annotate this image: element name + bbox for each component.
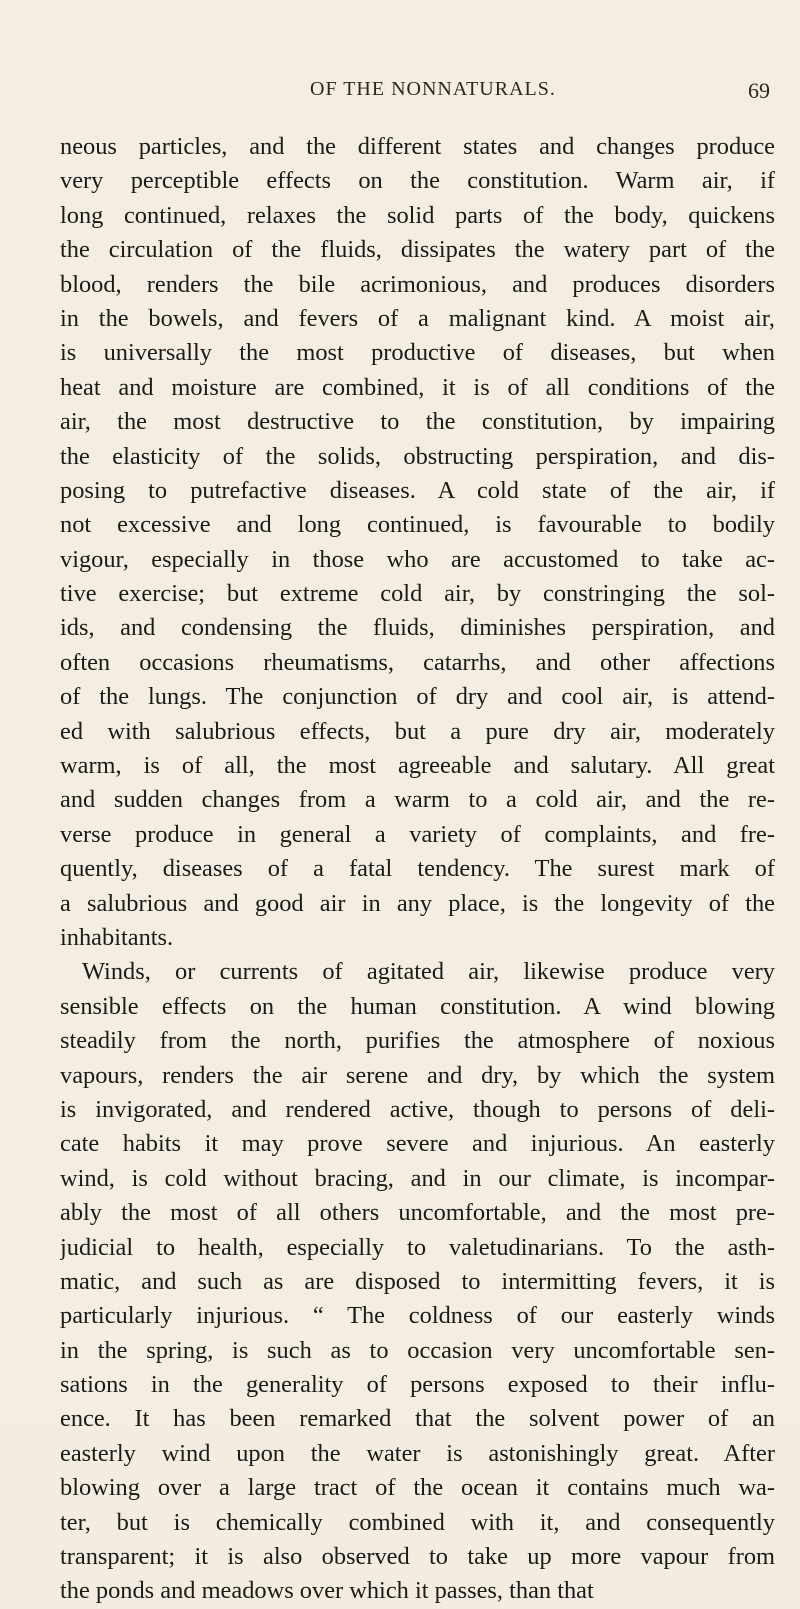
text-line: ence. It has been remarked that the solvent power of an bbox=[60, 1405, 775, 1433]
text-line: long continued, relaxes the solid parts of the body, quickens bbox=[60, 201, 775, 229]
text-line: transparent; it is also observed to take up more vapour from bbox=[60, 1543, 775, 1571]
text-line: is universally the most productive of diseases, but when bbox=[60, 339, 775, 367]
page-number: 69 bbox=[748, 78, 770, 103]
text-line: easterly wind upon the water is astonishingly great. After bbox=[60, 1439, 775, 1467]
text-line: blood, renders the bile acrimonious, and produces disorders bbox=[60, 270, 775, 298]
text-line: the ponds and meadows over which it passes, than that bbox=[60, 1577, 594, 1605]
text-line: warm, is of all, the most agreeable and salutary. All great bbox=[60, 752, 775, 780]
text-line: blowing over a large tract of the ocean it contains much wa- bbox=[60, 1474, 775, 1502]
running-title: OF THE NONNATURALS. bbox=[310, 78, 556, 100]
text-line: inhabitants. bbox=[60, 923, 174, 951]
text-line: sations in the generality of persons exposed to their influ- bbox=[60, 1371, 775, 1399]
text-line: ably the most of all others uncomfortable, and the most pre- bbox=[60, 1199, 775, 1227]
text-line: a salubrious and good air in any place, is the longevity of the bbox=[60, 889, 775, 917]
text-line: ed with salubrious effects, but a pure dry air, moderately bbox=[60, 717, 775, 745]
text-line: vigour, especially in those who are accustomed to take ac- bbox=[60, 545, 775, 573]
text-line: posing to putrefactive diseases. A cold state of the air, if bbox=[60, 476, 775, 504]
text-line: wind, is cold without bracing, and in our climate, is incompar- bbox=[60, 1164, 775, 1192]
text-line: neous particles, and the different states and changes produce bbox=[60, 133, 775, 160]
text-line: the elasticity of the solids, obstructing perspiration, and dis- bbox=[60, 442, 775, 470]
text-line: often occasions rheumatisms, catarrhs, and other affections bbox=[60, 648, 775, 676]
text-line: Winds, or currents of agitated air, likewise produce very bbox=[82, 958, 775, 986]
text-line: the circulation of the fluids, dissipates the watery part of the bbox=[60, 236, 775, 264]
text-line: air, the most destructive to the constitution, by impairing bbox=[60, 408, 775, 436]
running-head bbox=[250, 78, 770, 108]
text-line: in the bowels, and fevers of a malignant kind. A moist air, bbox=[60, 304, 775, 332]
text-line: steadily from the north, purifies the atmosphere of noxious bbox=[60, 1027, 775, 1055]
text-line: is invigorated, and rendered active, though to persons of deli- bbox=[60, 1095, 775, 1123]
text-line: cate habits it may prove severe and injurious. An easterly bbox=[60, 1130, 775, 1158]
text-line: very perceptible effects on the constitution. Warm air, if bbox=[60, 167, 775, 195]
text-line: ids, and condensing the fluids, diminishes perspiration, and bbox=[60, 614, 775, 642]
text-line: in the spring, is such as to occasion very uncomfortable sen- bbox=[60, 1336, 775, 1364]
text-line: matic, and such as are disposed to intermitting fevers, it is bbox=[60, 1267, 775, 1295]
text-line: tive exercise; but extreme cold air, by constringing the sol- bbox=[60, 580, 775, 608]
body-text bbox=[60, 130, 775, 1609]
text-line: judicial to health, especially to valetudinarians. To the asth- bbox=[60, 1233, 775, 1261]
text-line: ter, but is chemically combined with it, and consequently bbox=[60, 1508, 775, 1536]
text-line: verse produce in general a variety of complaints, and fre- bbox=[60, 820, 775, 848]
text-line: particularly injurious. “ The coldness of our easterly winds bbox=[60, 1302, 775, 1330]
text-line: quently, diseases of a fatal tendency. The surest mark of bbox=[60, 855, 775, 883]
text-line: not excessive and long continued, is favourable to bodily bbox=[60, 511, 775, 539]
text-line: of the lungs. The conjunction of dry and cool air, is attend- bbox=[60, 683, 775, 711]
text-line: heat and moisture are combined, it is of all conditions of the bbox=[60, 373, 775, 401]
text-line: and sudden changes from a warm to a cold air, and the re- bbox=[60, 786, 775, 814]
text-line: sensible effects on the human constitution. A wind blowing bbox=[60, 992, 775, 1020]
text-line: vapours, renders the air serene and dry, by which the system bbox=[60, 1061, 775, 1089]
